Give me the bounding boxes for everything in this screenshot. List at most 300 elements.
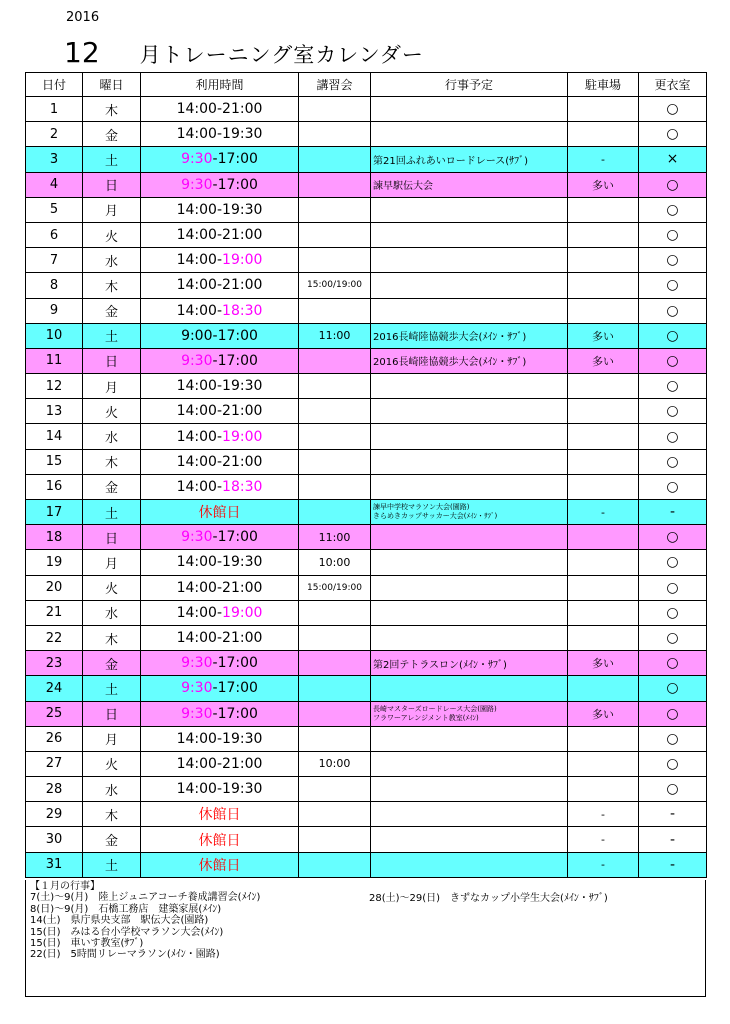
calendar-row bbox=[26, 726, 707, 751]
col-header-date: 日付 bbox=[26, 73, 83, 97]
cell-parking: - bbox=[568, 827, 639, 852]
closed-label: 休館日 bbox=[198, 832, 241, 849]
cell-locker-room: - bbox=[639, 802, 707, 827]
cell-hours bbox=[141, 600, 299, 625]
cell-date: 15 bbox=[26, 449, 83, 474]
cell-events bbox=[371, 348, 568, 373]
cell-weekday: 金 bbox=[83, 474, 141, 499]
hours-start: 9:30 bbox=[181, 705, 213, 722]
calendar-row bbox=[26, 197, 707, 222]
cell-weekday: 土 bbox=[83, 676, 141, 701]
hours-end: 17:00 bbox=[217, 327, 258, 344]
cell-locker-room: ○ bbox=[639, 122, 707, 147]
cell-events bbox=[371, 424, 568, 449]
cell-date: 14 bbox=[26, 424, 83, 449]
cell-locker-room: ○ bbox=[639, 550, 707, 575]
cell-events bbox=[371, 852, 568, 877]
calendar-row bbox=[26, 500, 707, 525]
calendar-row bbox=[26, 374, 707, 399]
hours-start: 14:00 bbox=[176, 428, 217, 445]
cell-hours bbox=[141, 222, 299, 247]
cell-events bbox=[371, 676, 568, 701]
cell-weekday: 月 bbox=[83, 726, 141, 751]
cell-hours bbox=[141, 625, 299, 650]
hours-end: 19:30 bbox=[222, 554, 263, 571]
cell-hours bbox=[141, 248, 299, 273]
hours-separator: - bbox=[216, 428, 223, 445]
hours-start: 9:30 bbox=[181, 352, 213, 369]
hours-start: 14:00 bbox=[176, 453, 217, 470]
cell-weekday: 水 bbox=[83, 424, 141, 449]
hours-end: 21:00 bbox=[222, 579, 263, 596]
cell-locker-room: ○ bbox=[639, 248, 707, 273]
calendar-row bbox=[26, 298, 707, 323]
cell-lecture bbox=[299, 348, 371, 373]
event-item: 諫早駅伝大会 bbox=[373, 181, 433, 193]
cell-lecture bbox=[299, 625, 371, 650]
cell-hours bbox=[141, 374, 299, 399]
cell-parking: 多い bbox=[568, 701, 639, 726]
event-item: 諫早中学校マラソン大会(園路) bbox=[373, 503, 470, 512]
cell-parking bbox=[568, 625, 639, 650]
hours-start: 14:00 bbox=[176, 554, 217, 571]
cell-date: 13 bbox=[26, 399, 83, 424]
cell-weekday: 水 bbox=[83, 777, 141, 802]
hours-end: 17:00 bbox=[217, 151, 258, 168]
calendar-row bbox=[26, 449, 707, 474]
cell-events bbox=[371, 248, 568, 273]
cell-events bbox=[371, 625, 568, 650]
cell-locker-room: - bbox=[639, 500, 707, 525]
cell-events bbox=[371, 97, 568, 122]
cell-lecture bbox=[299, 777, 371, 802]
cell-lecture: 11:00 bbox=[299, 323, 371, 348]
event-item: 第21回ふれあいロードレース(ｻﾌﾞ) bbox=[373, 155, 529, 167]
cell-lecture bbox=[299, 852, 371, 877]
calendar-row bbox=[26, 550, 707, 575]
cell-date: 7 bbox=[26, 248, 83, 273]
hours-start: 14:00 bbox=[176, 478, 217, 495]
cell-parking bbox=[568, 449, 639, 474]
hours-separator: - bbox=[216, 201, 223, 218]
calendar-row bbox=[26, 751, 707, 776]
hours-end: 19:00 bbox=[222, 252, 263, 269]
cell-weekday: 火 bbox=[83, 222, 141, 247]
hours-start: 14:00 bbox=[176, 604, 217, 621]
cell-weekday: 木 bbox=[83, 802, 141, 827]
cell-locker-room: ○ bbox=[639, 172, 707, 197]
cell-date: 9 bbox=[26, 298, 83, 323]
cell-locker-room: ○ bbox=[639, 399, 707, 424]
cell-hours bbox=[141, 852, 299, 877]
cell-hours bbox=[141, 676, 299, 701]
cell-parking bbox=[568, 222, 639, 247]
hours-separator: - bbox=[212, 529, 218, 546]
cell-locker-room: ○ bbox=[639, 449, 707, 474]
cell-parking bbox=[568, 474, 639, 499]
cell-lecture bbox=[299, 122, 371, 147]
cell-parking: - bbox=[568, 852, 639, 877]
hours-separator: - bbox=[212, 655, 218, 672]
cell-parking: - bbox=[568, 802, 639, 827]
cell-date: 24 bbox=[26, 676, 83, 701]
cell-date: 2 bbox=[26, 122, 83, 147]
cell-parking bbox=[568, 751, 639, 776]
cell-hours bbox=[141, 197, 299, 222]
hours-end: 21:00 bbox=[222, 630, 263, 647]
cell-hours bbox=[141, 751, 299, 776]
cell-date: 1 bbox=[26, 97, 83, 122]
hours-end: 19:30 bbox=[222, 730, 263, 747]
calendar-row bbox=[26, 625, 707, 650]
cell-lecture: 15:00/19:00 bbox=[299, 575, 371, 600]
hours-start: 14:00 bbox=[176, 730, 217, 747]
col-header-locker-room: 更衣室 bbox=[639, 73, 707, 97]
cell-lecture bbox=[299, 500, 371, 525]
hours-start: 14:00 bbox=[176, 302, 217, 319]
hours-end: 21:00 bbox=[222, 101, 263, 118]
hours-start: 9:30 bbox=[181, 680, 213, 697]
cell-hours bbox=[141, 701, 299, 726]
cell-hours bbox=[141, 147, 299, 172]
cell-date: 16 bbox=[26, 474, 83, 499]
col-header-events: 行事予定 bbox=[371, 73, 568, 97]
hours-end: 21:00 bbox=[222, 453, 263, 470]
cell-events bbox=[371, 726, 568, 751]
cell-lecture bbox=[299, 474, 371, 499]
col-header-hours: 利用時間 bbox=[141, 73, 299, 97]
title-bar bbox=[64, 36, 424, 70]
event-item: きらめきカップサッカー大会(ﾒｲﾝ・ｻﾌﾞ) bbox=[373, 512, 498, 521]
cell-parking bbox=[568, 248, 639, 273]
cell-locker-room: ○ bbox=[639, 600, 707, 625]
hours-start: 14:00 bbox=[176, 252, 217, 269]
cell-hours bbox=[141, 575, 299, 600]
calendar-row bbox=[26, 323, 707, 348]
cell-events bbox=[371, 827, 568, 852]
hours-end: 19:00 bbox=[222, 428, 263, 445]
cell-weekday: 木 bbox=[83, 625, 141, 650]
calendar-row bbox=[26, 248, 707, 273]
note-item: 22(日) 5時間リレーマラソン(ﾒｲﾝ・園路) bbox=[30, 949, 220, 961]
hours-end: 17:00 bbox=[217, 705, 258, 722]
cell-locker-room: ○ bbox=[639, 474, 707, 499]
cell-hours bbox=[141, 122, 299, 147]
cell-events bbox=[371, 323, 568, 348]
calendar-row bbox=[26, 172, 707, 197]
cell-weekday: 火 bbox=[83, 575, 141, 600]
cell-parking bbox=[568, 525, 639, 550]
cell-date: 17 bbox=[26, 500, 83, 525]
hours-separator: - bbox=[216, 478, 223, 495]
event-item: フラワーアレンジメント教室(ﾒｲﾝ) bbox=[373, 713, 479, 722]
cell-weekday: 土 bbox=[83, 500, 141, 525]
notes-right-column bbox=[369, 893, 608, 904]
page-title: 月トレーニング室カレンダー bbox=[139, 43, 424, 67]
cell-parking bbox=[568, 600, 639, 625]
cell-events bbox=[371, 222, 568, 247]
cell-events bbox=[371, 525, 568, 550]
note-item: 8(日)～9(月) 石橋工務店 建築家展(ﾒｲﾝ) bbox=[30, 903, 222, 915]
cell-lecture bbox=[299, 147, 371, 172]
cell-date: 22 bbox=[26, 625, 83, 650]
calendar-row bbox=[26, 399, 707, 424]
calendar-row bbox=[26, 701, 707, 726]
cell-locker-room: ○ bbox=[639, 197, 707, 222]
cell-weekday: 月 bbox=[83, 374, 141, 399]
hours-end: 19:00 bbox=[222, 604, 263, 621]
cell-date: 25 bbox=[26, 701, 83, 726]
cell-date: 27 bbox=[26, 751, 83, 776]
hours-separator: - bbox=[216, 302, 223, 319]
cell-weekday: 月 bbox=[83, 550, 141, 575]
cell-locker-room: ○ bbox=[639, 97, 707, 122]
hours-end: 18:30 bbox=[222, 302, 263, 319]
hours-start: 14:00 bbox=[176, 201, 217, 218]
cell-parking bbox=[568, 726, 639, 751]
cell-events bbox=[371, 122, 568, 147]
hours-end: 21:00 bbox=[222, 403, 263, 420]
cell-hours bbox=[141, 97, 299, 122]
cell-date: 5 bbox=[26, 197, 83, 222]
col-header-lecture: 講習会 bbox=[299, 73, 371, 97]
cell-lecture: 15:00/19:00 bbox=[299, 273, 371, 298]
cell-parking: 多い bbox=[568, 348, 639, 373]
cell-locker-room: ○ bbox=[639, 625, 707, 650]
hours-end: 17:00 bbox=[217, 680, 258, 697]
event-item: 長崎マスターズロードレース大会(園路) bbox=[373, 704, 497, 713]
cell-hours bbox=[141, 474, 299, 499]
hours-start: 9:30 bbox=[181, 655, 213, 672]
hours-separator: - bbox=[212, 327, 218, 344]
hours-end: 17:00 bbox=[217, 176, 258, 193]
cell-locker-room: ○ bbox=[639, 374, 707, 399]
cell-weekday: 日 bbox=[83, 701, 141, 726]
cell-weekday: 木 bbox=[83, 449, 141, 474]
hours-start: 9:00 bbox=[181, 327, 213, 344]
cell-date: 28 bbox=[26, 777, 83, 802]
hours-separator: - bbox=[216, 630, 223, 647]
calendar-row bbox=[26, 424, 707, 449]
cell-weekday: 土 bbox=[83, 323, 141, 348]
hours-separator: - bbox=[216, 252, 223, 269]
calendar-row bbox=[26, 852, 707, 877]
calendar-row bbox=[26, 147, 707, 172]
cell-locker-room: × bbox=[639, 147, 707, 172]
cell-weekday: 月 bbox=[83, 197, 141, 222]
calendar-row bbox=[26, 525, 707, 550]
cell-weekday: 金 bbox=[83, 122, 141, 147]
cell-lecture bbox=[299, 701, 371, 726]
cell-parking bbox=[568, 374, 639, 399]
hours-separator: - bbox=[212, 352, 218, 369]
hours-start: 14:00 bbox=[176, 579, 217, 596]
cell-weekday: 金 bbox=[83, 651, 141, 676]
cell-weekday: 火 bbox=[83, 399, 141, 424]
calendar-row bbox=[26, 777, 707, 802]
hours-separator: - bbox=[216, 755, 223, 772]
cell-lecture bbox=[299, 374, 371, 399]
cell-events bbox=[371, 701, 568, 726]
col-header-weekday: 曜日 bbox=[83, 73, 141, 97]
cell-lecture bbox=[299, 827, 371, 852]
closed-label: 休館日 bbox=[198, 807, 241, 824]
hours-start: 9:30 bbox=[181, 151, 213, 168]
calendar-row bbox=[26, 474, 707, 499]
cell-events bbox=[371, 600, 568, 625]
cell-date: 29 bbox=[26, 802, 83, 827]
cell-events bbox=[371, 399, 568, 424]
cell-lecture bbox=[299, 449, 371, 474]
hours-separator: - bbox=[212, 680, 218, 697]
cell-parking bbox=[568, 424, 639, 449]
hours-end: 21:00 bbox=[222, 227, 263, 244]
cell-hours bbox=[141, 172, 299, 197]
cell-parking: 多い bbox=[568, 323, 639, 348]
event-item: 2016長崎陸協競歩大会(ﾒｲﾝ・ｻﾌﾞ) bbox=[373, 332, 527, 344]
cell-parking bbox=[568, 298, 639, 323]
cell-weekday: 日 bbox=[83, 172, 141, 197]
cell-lecture bbox=[299, 248, 371, 273]
hours-end: 17:00 bbox=[217, 655, 258, 672]
cell-date: 23 bbox=[26, 651, 83, 676]
cell-hours bbox=[141, 827, 299, 852]
hours-start: 14:00 bbox=[176, 630, 217, 647]
cell-lecture bbox=[299, 197, 371, 222]
cell-weekday: 金 bbox=[83, 827, 141, 852]
cell-lecture bbox=[299, 726, 371, 751]
cell-parking bbox=[568, 273, 639, 298]
calendar-row bbox=[26, 122, 707, 147]
cell-weekday: 日 bbox=[83, 348, 141, 373]
cell-events bbox=[371, 651, 568, 676]
hours-end: 19:30 bbox=[222, 781, 263, 798]
cell-events bbox=[371, 751, 568, 776]
cell-events bbox=[371, 449, 568, 474]
note-item: 7(土)～9(月) 陸上ジュニアコーチ養成講習会(ﾒｲﾝ) bbox=[30, 892, 261, 904]
cell-weekday: 水 bbox=[83, 600, 141, 625]
hours-start: 14:00 bbox=[176, 781, 217, 798]
calendar-row bbox=[26, 273, 707, 298]
cell-date: 30 bbox=[26, 827, 83, 852]
cell-events bbox=[371, 374, 568, 399]
hours-end: 21:00 bbox=[222, 277, 263, 294]
cell-locker-room: ○ bbox=[639, 424, 707, 449]
cell-hours bbox=[141, 399, 299, 424]
event-item: 2016長崎陸協競歩大会(ﾒｲﾝ・ｻﾌﾞ) bbox=[373, 357, 527, 369]
calendar-row bbox=[26, 600, 707, 625]
next-month-events bbox=[25, 880, 706, 997]
cell-hours bbox=[141, 449, 299, 474]
hours-start: 14:00 bbox=[176, 227, 217, 244]
cell-lecture bbox=[299, 222, 371, 247]
note-item: 15(日) 車いす教室(ｻﾌﾞ) bbox=[30, 938, 144, 950]
cell-events bbox=[371, 172, 568, 197]
cell-weekday: 木 bbox=[83, 97, 141, 122]
cell-date: 3 bbox=[26, 147, 83, 172]
calendar-row bbox=[26, 97, 707, 122]
hours-start: 14:00 bbox=[176, 101, 217, 118]
calendar-row bbox=[26, 222, 707, 247]
cell-locker-room: ○ bbox=[639, 575, 707, 600]
hours-end: 19:30 bbox=[222, 126, 263, 143]
cell-lecture bbox=[299, 97, 371, 122]
cell-weekday: 日 bbox=[83, 525, 141, 550]
cell-hours bbox=[141, 424, 299, 449]
hours-separator: - bbox=[216, 781, 223, 798]
cell-locker-room: ○ bbox=[639, 323, 707, 348]
cell-locker-room: ○ bbox=[639, 525, 707, 550]
cell-lecture bbox=[299, 399, 371, 424]
cell-weekday: 金 bbox=[83, 298, 141, 323]
hours-separator: - bbox=[216, 101, 223, 118]
cell-locker-room: ○ bbox=[639, 273, 707, 298]
cell-weekday: 水 bbox=[83, 248, 141, 273]
cell-lecture bbox=[299, 172, 371, 197]
calendar-row bbox=[26, 802, 707, 827]
cell-locker-room: ○ bbox=[639, 298, 707, 323]
cell-lecture: 10:00 bbox=[299, 550, 371, 575]
cell-parking: - bbox=[568, 500, 639, 525]
cell-date: 20 bbox=[26, 575, 83, 600]
cell-events bbox=[371, 298, 568, 323]
hours-separator: - bbox=[216, 604, 223, 621]
cell-lecture: 10:00 bbox=[299, 751, 371, 776]
cell-events bbox=[371, 550, 568, 575]
cell-parking bbox=[568, 575, 639, 600]
cell-hours bbox=[141, 348, 299, 373]
cell-weekday: 土 bbox=[83, 147, 141, 172]
cell-locker-room: ○ bbox=[639, 726, 707, 751]
hours-start: 14:00 bbox=[176, 126, 217, 143]
cell-weekday: 土 bbox=[83, 852, 141, 877]
hours-end: 19:30 bbox=[222, 201, 263, 218]
cell-events bbox=[371, 575, 568, 600]
hours-end: 21:00 bbox=[222, 755, 263, 772]
notes-heading: 【１月の行事】 bbox=[30, 881, 100, 892]
cell-hours bbox=[141, 726, 299, 751]
cell-parking: 多い bbox=[568, 651, 639, 676]
cell-hours bbox=[141, 777, 299, 802]
cell-date: 31 bbox=[26, 852, 83, 877]
hours-separator: - bbox=[216, 126, 223, 143]
cell-parking bbox=[568, 550, 639, 575]
cell-locker-room: ○ bbox=[639, 777, 707, 802]
calendar-row bbox=[26, 348, 707, 373]
cell-locker-room: ○ bbox=[639, 751, 707, 776]
calendar-row bbox=[26, 827, 707, 852]
cell-date: 18 bbox=[26, 525, 83, 550]
cell-locker-room: ○ bbox=[639, 701, 707, 726]
cell-events bbox=[371, 474, 568, 499]
cell-hours bbox=[141, 651, 299, 676]
cell-hours bbox=[141, 323, 299, 348]
cell-locker-room: ○ bbox=[639, 348, 707, 373]
calendar-table bbox=[25, 72, 707, 878]
note-item: 28(土)～29(日) きずなカップ小学生大会(ﾒｲﾝ・ｻﾌﾞ) bbox=[369, 893, 608, 904]
calendar-row bbox=[26, 575, 707, 600]
cell-lecture: 11:00 bbox=[299, 525, 371, 550]
cell-weekday: 木 bbox=[83, 273, 141, 298]
hours-start: 14:00 bbox=[176, 755, 217, 772]
hours-separator: - bbox=[216, 277, 223, 294]
calendar-row bbox=[26, 676, 707, 701]
cell-events bbox=[371, 147, 568, 172]
cell-events bbox=[371, 500, 568, 525]
hours-separator: - bbox=[212, 705, 218, 722]
cell-date: 6 bbox=[26, 222, 83, 247]
cell-date: 21 bbox=[26, 600, 83, 625]
